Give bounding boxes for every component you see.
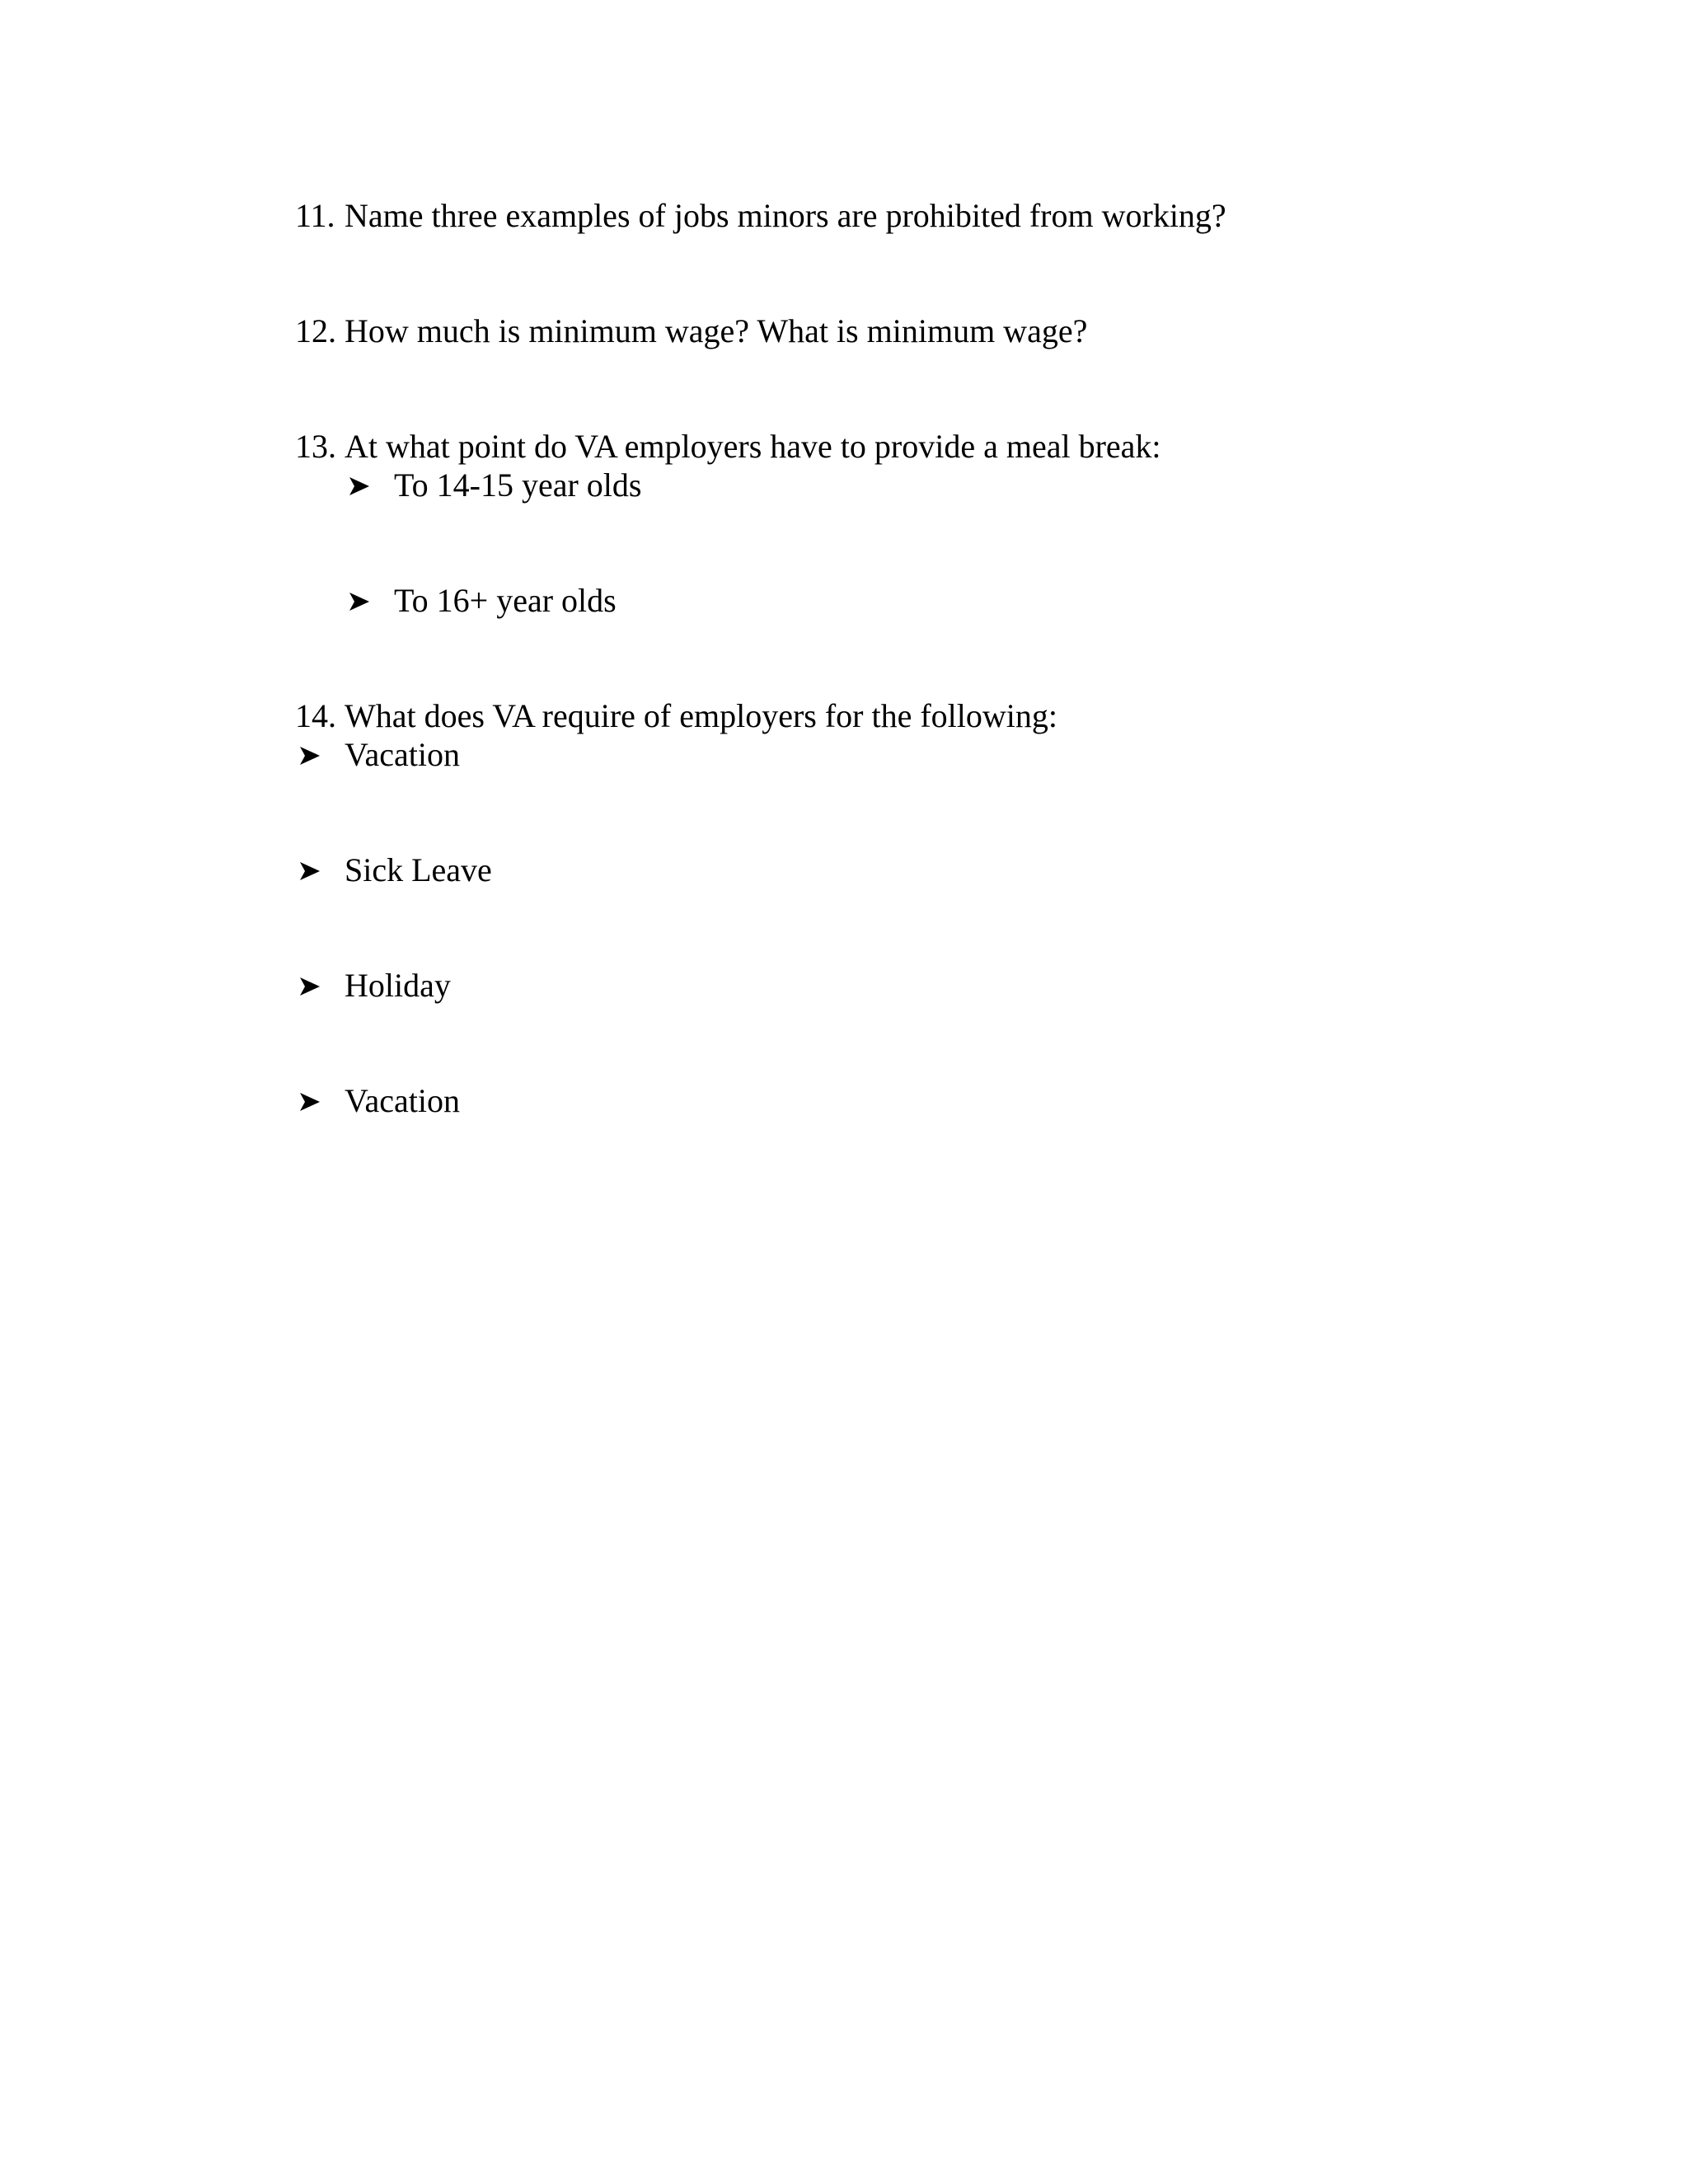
arrowhead-bullet-icon (298, 860, 321, 882)
arrowhead-bullet-icon (348, 591, 371, 612)
question-text: Name three examples of jobs minors are prohibited from working? (345, 197, 1226, 234)
question-number: 11. (295, 197, 335, 234)
arrowhead-bullet-icon (298, 976, 321, 997)
question-text: How much is minimum wage? What is minimum wage? (345, 312, 1088, 349)
arrowhead-bullet-icon (298, 1091, 321, 1113)
bullet-text: Vacation (345, 1082, 460, 1119)
bullet-text: Vacation (345, 736, 460, 773)
bullet-text: To 16+ year olds (394, 582, 617, 619)
question-text: At what point do VA employers have to provide a meal break: (345, 428, 1161, 465)
bullet-text: Holiday (345, 967, 451, 1004)
arrowhead-bullet-icon (348, 476, 371, 497)
bullet-text: Sick Leave (345, 851, 492, 888)
bullet-text: To 14-15 year olds (394, 466, 642, 504)
arrowhead-bullet-icon (298, 745, 321, 766)
question-number: 14. (295, 697, 336, 734)
question-number: 12. (295, 312, 336, 349)
question-number: 13. (295, 428, 336, 465)
question-text: What does VA require of employers for the following: (345, 697, 1057, 734)
